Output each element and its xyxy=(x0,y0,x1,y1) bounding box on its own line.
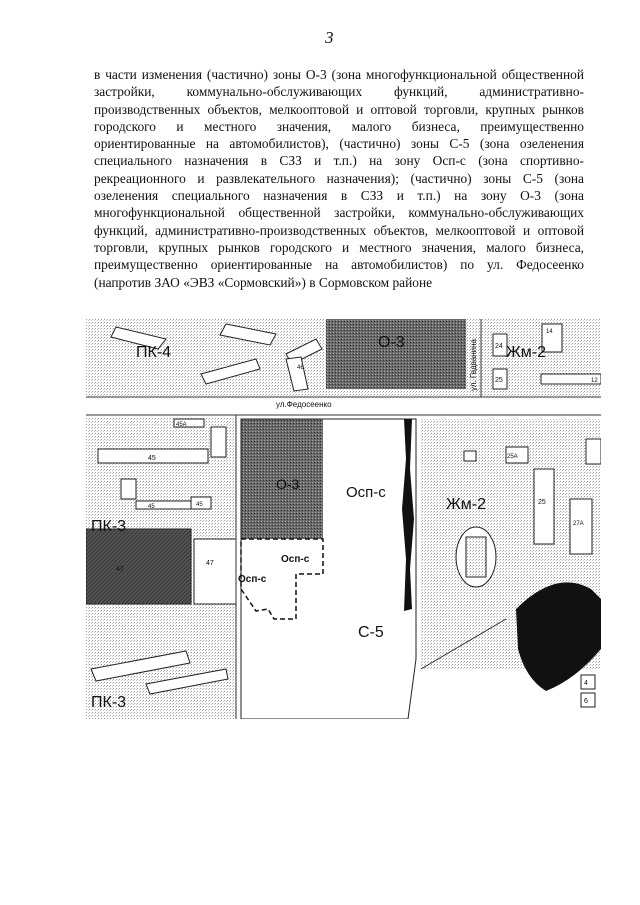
svg-text:27А: 27А xyxy=(573,521,584,527)
zone-label-pk4: ПК-4 xyxy=(136,344,172,361)
svg-text:25: 25 xyxy=(495,377,503,384)
zone-label-c5: С-5 xyxy=(358,624,384,641)
svg-text:4: 4 xyxy=(584,680,588,687)
zone-label-o3-mid: О-3 xyxy=(276,476,300,492)
svg-text:47: 47 xyxy=(206,560,214,567)
river-strip xyxy=(402,419,414,611)
svg-text:45: 45 xyxy=(148,504,155,510)
svg-text:45: 45 xyxy=(196,502,203,508)
zone-label-pk3-mid: ПК-3 xyxy=(91,518,127,535)
building-top-right-small xyxy=(211,427,226,457)
svg-text:25А: 25А xyxy=(507,454,518,460)
building-46-label: 46 xyxy=(297,365,304,371)
map-canvas xyxy=(86,319,601,719)
zone-label-zhm2-top: Жм-2 xyxy=(506,344,546,361)
zone-label-pk3-bottom: ПК-3 xyxy=(91,694,127,711)
street-label-fedoseenko: ул.Федосеенко xyxy=(276,400,332,409)
page-number: 3 xyxy=(325,28,334,47)
svg-text:45: 45 xyxy=(148,455,156,462)
svg-text:24: 24 xyxy=(495,343,503,350)
zone-label-zhm2-mid: Жм-2 xyxy=(446,496,486,513)
svg-text:12: 12 xyxy=(591,378,598,384)
zone-label-osp-main: Осп-с xyxy=(346,484,386,501)
building-small-left xyxy=(121,479,136,499)
svg-text:6: 6 xyxy=(584,698,588,705)
zoning-map xyxy=(86,318,601,719)
o3-top-area xyxy=(326,319,466,389)
svg-text:47: 47 xyxy=(116,566,124,573)
svg-text:45А: 45А xyxy=(176,422,187,428)
building-47-2 xyxy=(194,539,236,604)
street-label-vertical: ул. Гвдванина xyxy=(469,338,478,391)
zone-label-osp-small1: Осп-с xyxy=(281,554,310,565)
zone-label-o3-top: О-3 xyxy=(378,334,405,351)
building-47-1 xyxy=(86,529,191,604)
svg-text:14: 14 xyxy=(546,329,553,335)
zone-label-osp-small2: Осп-с xyxy=(238,574,267,585)
svg-text:25: 25 xyxy=(538,499,546,506)
building-45-2 xyxy=(136,501,191,509)
building-25 xyxy=(534,469,554,544)
body-paragraph: в части изменения (частично) зоны О-3 (зона многофункциональной общественной застройки, коммунально-обслуживающих функций, административно-производственных объектов, мелкооптовой и оптовой торговли, крупных рынков городского и местного значения, малого бизнеса, преимущественно ориентированные на автомобилистов), (частично) зоны С-5 (зона озеленения специального назначения в СЗЗ и т.п.) на зону Осп-с (зона спортивно-рекреационного и развлекательного назначения); (частично) зоны С-5 (зона озеленения специального назначения в СЗЗ и т.п.) на зону О-3 (зона многофункциональной общественной застройки, коммунально-обслуживающих функций, административно-производственных объектов, мелкооптовой и оптовой торговли, крупных рынков городского и местного значения, малого бизнеса, преимущественно ориентированные на автомобилистов) по ул. Федосеенко (напротив ЗАО «ЭВЗ «Сормовский») в Сормовском районе xyxy=(94,67,584,290)
